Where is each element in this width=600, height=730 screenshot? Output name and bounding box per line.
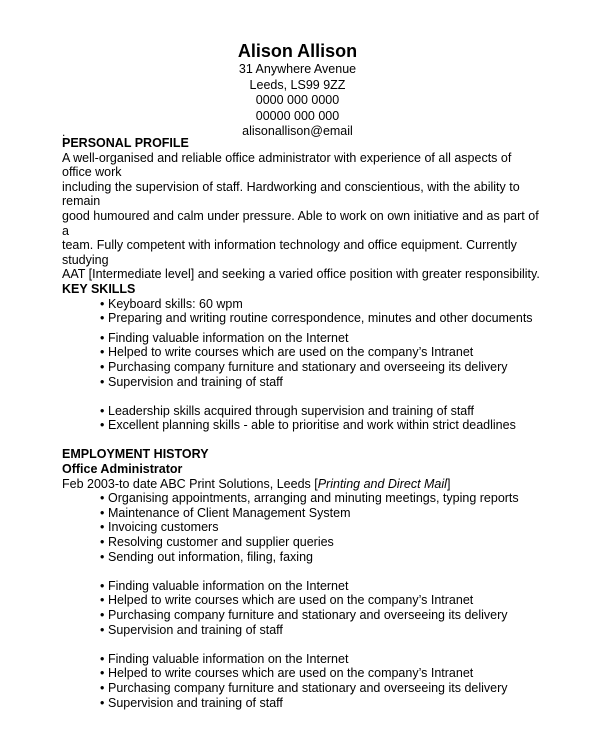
resume-body [62, 125, 542, 710]
list-item: • Invoicing customers [100, 520, 219, 535]
job-title: Office Administrator [62, 462, 183, 477]
stray-dot: . [62, 125, 66, 139]
list-item: • Excellent planning skills - able to prioritise and work within strict deadlines [100, 418, 516, 433]
list-item: • Supervision and training of staff [100, 695, 283, 710]
job-dates: Feb 2003-to date ABC Print Solutions, Leeds [Printing and Direct Mail] [62, 476, 451, 491]
skills-list-2 [62, 331, 542, 389]
list-item: • Organising appointments, arranging and minuting meetings, typing reports [100, 491, 519, 506]
duties-list-1 [62, 491, 542, 564]
list-item: • Supervision and training of staff [100, 622, 283, 637]
list-item: • Finding valuable information on the Internet [100, 330, 349, 345]
duties-list-2 [62, 579, 542, 637]
profile-line: A well-organised and reliable office administrator with experience of all aspects of office work [62, 150, 512, 180]
profile-paragraph [62, 151, 542, 282]
phone-2: 00000 000 000 [255, 108, 340, 123]
duties-list-3 [62, 652, 542, 710]
candidate-name: Alison Allison [237, 41, 358, 61]
skills-list-3 [62, 404, 542, 433]
list-item: • Resolving customer and supplier queries [100, 535, 334, 550]
list-item: • Finding valuable information on the Internet [100, 651, 349, 666]
list-item: • Keyboard skills: 60 wpm [100, 296, 243, 311]
address-line-2: Leeds, LS99 9ZZ [249, 77, 346, 92]
phone-1: 0000 000 0000 [255, 93, 340, 108]
list-item: • Maintenance of Client Management System [100, 505, 351, 520]
list-item: • Helped to write courses which are used on the company’s Intranet [100, 345, 474, 360]
profile-line: team. Fully competent with information technology and office equipment. Currently studying [62, 238, 517, 267]
profile-line: AAT [Intermediate level] and seeking a varied office position with greater responsibility. [62, 267, 540, 282]
resume-header [0, 40, 600, 140]
list-item: • Purchasing company furniture and stationary and overseeing its delivery [100, 608, 508, 622]
email-address: alisonallison@email [242, 124, 353, 139]
skills-list-1 [62, 297, 542, 326]
profile-line: good humoured and calm under pressure. Able to work on own initiative and as part of a [62, 208, 539, 238]
list-item: • Helped to write courses which are used on the company’s Intranet [100, 666, 474, 681]
list-item: • Purchasing company furniture and stationary and overseeing its delivery [100, 680, 508, 695]
list-item: • Finding valuable information on the Internet [100, 578, 349, 593]
list-item: • Helped to write courses which are used on the company’s Intranet [100, 593, 474, 608]
address-line-1: 31 Anywhere Avenue [238, 62, 357, 76]
key-skills-heading: KEY SKILLS [62, 281, 136, 296]
job-type: Printing and Direct Mail [317, 476, 447, 491]
employment-history-heading: EMPLOYMENT HISTORY [62, 447, 209, 462]
list-item: • Preparing and writing routine correspondence, minutes and other documents [100, 311, 533, 326]
list-item: • Leadership skills acquired through supervision and training of staff [100, 403, 474, 418]
list-item: • Sending out information, filing, faxing [100, 549, 313, 564]
list-item: • Supervision and training of staff [100, 374, 283, 389]
profile-line: including the supervision of staff. Hardworking and conscientious, with the ability to remain [62, 179, 520, 209]
personal-profile-heading: PERSONAL PROFILE [62, 136, 189, 150]
list-item: • Purchasing company furniture and stationary and overseeing its delivery [100, 359, 508, 374]
